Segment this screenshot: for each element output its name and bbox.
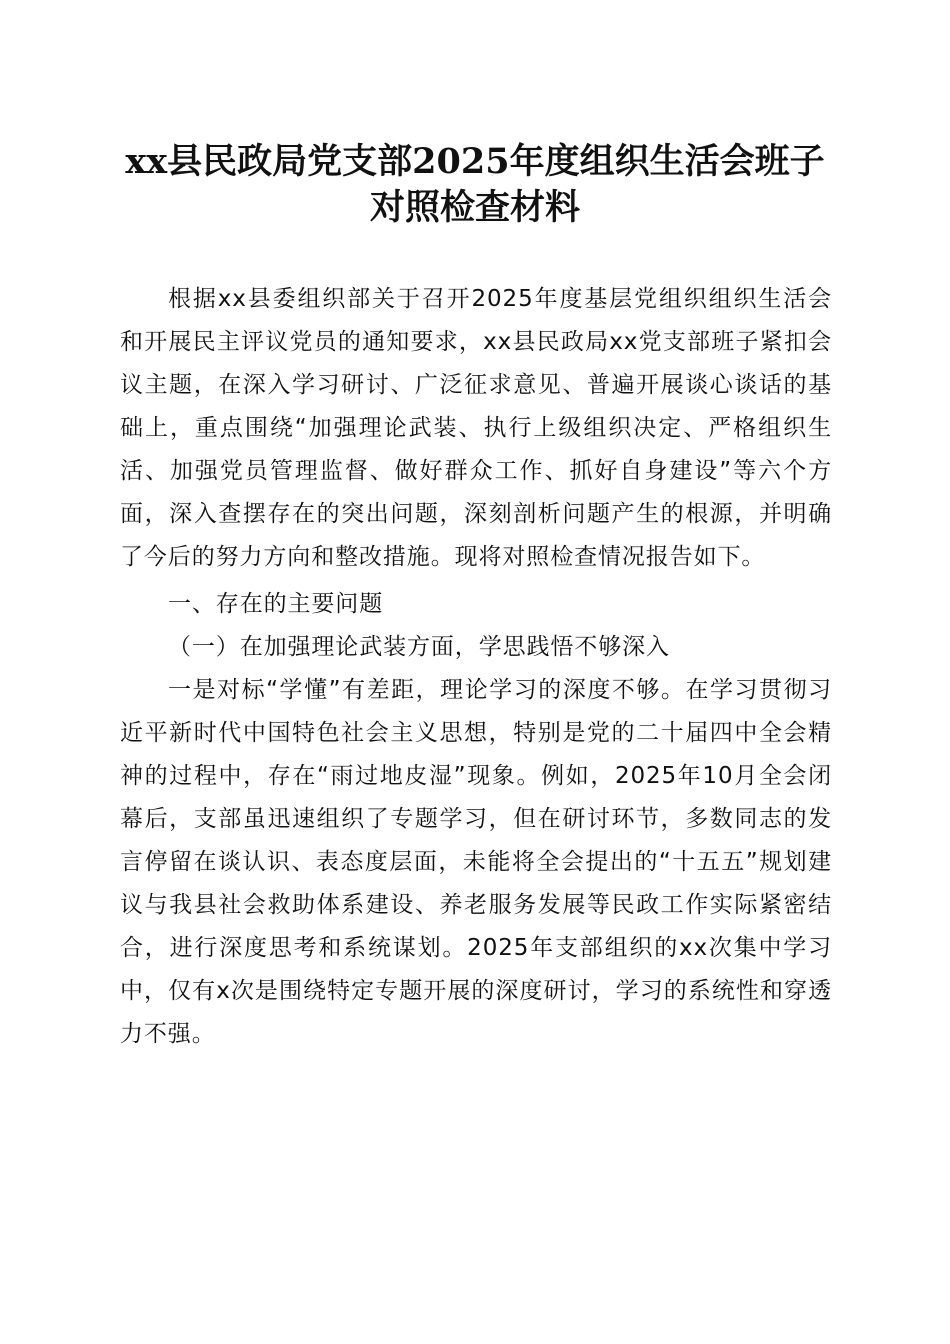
intro-paragraph: 根据xx县委组织部关于召开2025年度基层党组织组织生活会和开展民主评议党员的通知要求，xx县民政局xx党支部班子紧扣会议主题，在深入学习研讨、广泛征求意见、普遍开展谈心谈话的基础上，重点围绕“加强理论武装、执行上级组织决定、严格组织生活、加强党员管理监督、做好群众工作、抓好自身建设”等六个方面，深入查摆存在的突出问题，深刻剖析问题产生的根源，并明确了今后的努力方向和整改措施。现将对照检查情况报告如下。 [120, 286, 832, 570]
point-paragraph-1: 一是对标“学懂”有差距，理论学习的深度不够。在学习贯彻习近平新时代中国特色社会主义思想，特别是党的二十届四中全会精神的过程中，存在“雨过地皮湿”现象。例如，2025年10月全会闭幕后，支部虽迅速组织了专题学习，但在研讨环节，多数同志的发言停留在谈认识、表态度层面，未能将全会提出的“十五五”规划建议与我县社会救助体系建设、养老服务发展等民政工作实际紧密结合，进行深度思考和系统谋划。2025年支部组织的xx次集中学习中，仅有x次是围绕特定专题开展的深度研讨，学习的系统性和穿透力不强。 [120, 677, 832, 1047]
document-title-line-2: 对照检查材料 [369, 187, 580, 228]
document-title-line-1: xx县民政局党支部2025年度组织生活会班子 [125, 141, 825, 182]
document-body [120, 278, 832, 1056]
subsection-heading-1: （一）在加强理论武装方面，学思践悟不够深入 [168, 634, 670, 660]
section-heading-1: 一、存在的主要问题 [168, 591, 384, 617]
